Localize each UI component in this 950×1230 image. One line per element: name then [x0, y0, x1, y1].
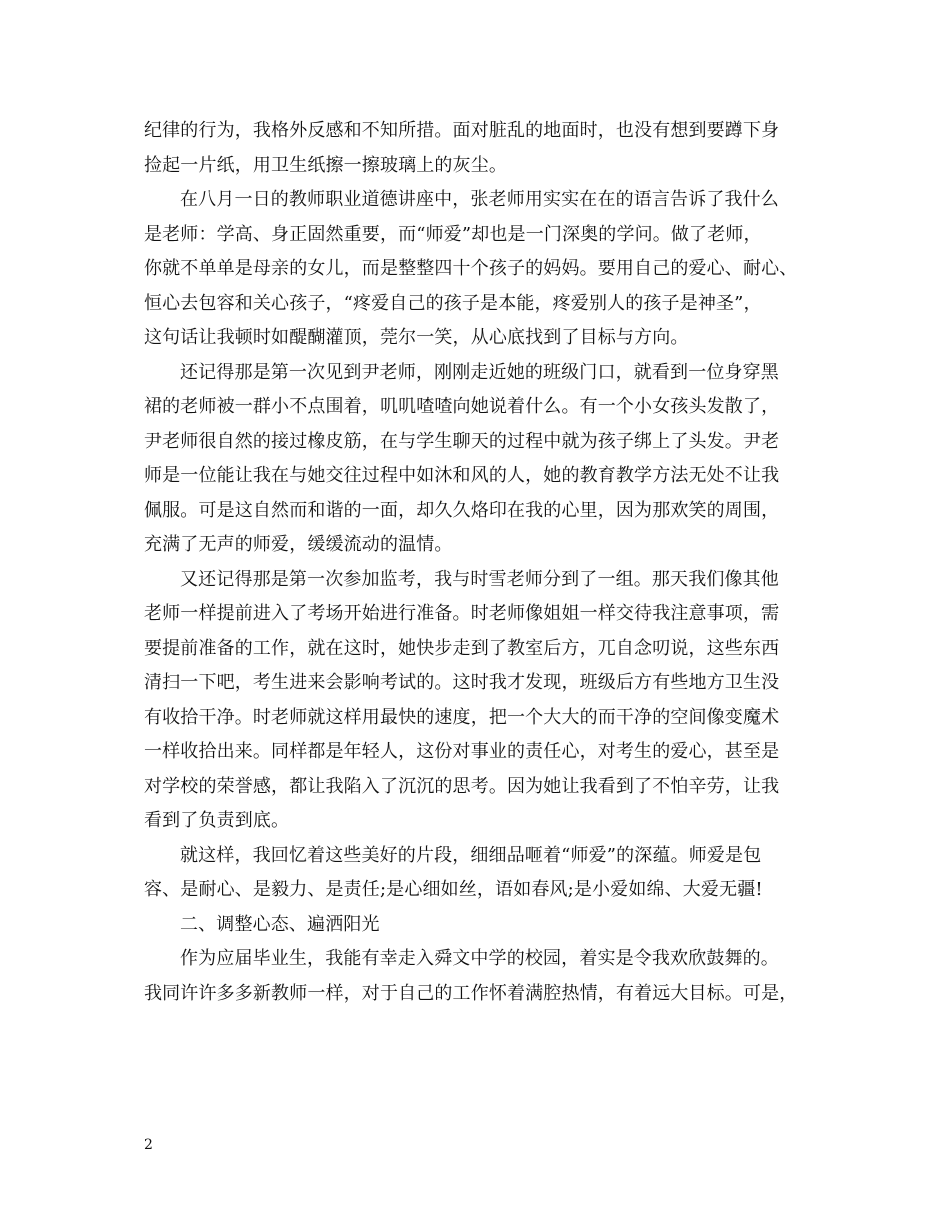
- text-line: 恒心去包容和关心孩子，“疼爱自己的孩子是本能，疼爱别人的孩子是神圣”，: [144, 292, 762, 314]
- text-line: 要提前准备的工作，就在这时，她快步走到了教室后方，兀自念叨说，这些东西: [144, 637, 780, 659]
- text-line: 我同许许多多新教师一样，对于自己的工作怀着满腔热情，有着远大目标。可是，: [144, 982, 798, 1004]
- text-line: 你就不单单是母亲的女儿，而是整整四十个孩子的妈妈。要用自己的爱心、耐心、: [144, 258, 798, 279]
- text-line: 这句话让我顿时如醍醐灌顶，莞尔一笑，从心底找到了目标与方向。: [144, 327, 689, 348]
- text-line: 捡起一片纸，用卫生纸擦一擦玻璃上的灰尘。: [144, 154, 507, 176]
- text-line: 容、是耐心、是毅力、是责任;是心细如丝，语如春风;是小爱如绵、大爱无疆!: [144, 879, 763, 900]
- text-line: 一样收拾出来。同样都是年轻人，这份对事业的责任心，对考生的爱心，甚至是: [144, 741, 780, 762]
- text-line: 二、调整心态、遍洒阳光: [180, 913, 380, 935]
- text-line: 尹老师很自然的接过橡皮筋，在与学生聊天的过程中就为孩子绑上了头发。尹老: [144, 430, 780, 452]
- text-line: 就这样，我回忆着这些美好的片段，细细品咂着“师爱”的深蕴。师爱是包: [180, 844, 762, 866]
- text-line: 纪律的行为，我格外反感和不知所措。面对脏乱的地面时，也没有想到要蹲下身: [144, 120, 780, 141]
- text-line: 还记得那是第一次见到尹老师，刚刚走近她的班级门口，就看到一位身穿黑: [180, 361, 779, 383]
- text-line: 充满了无声的师爱，缓缓流动的温情。: [144, 534, 453, 555]
- text-line: 是老师：学高、身正固然重要，而“师爱”却也是一门深奥的学问。做了老师，: [144, 223, 762, 245]
- text-line: 作为应届毕业生，我能有幸走入舜文中学的校园，着实是令我欢欣鼓舞的。: [180, 948, 779, 969]
- text-line: 在八月一日的教师职业道德讲座中，张老师用实实在在的语言告诉了我什么: [180, 189, 779, 210]
- text-line: 对学校的荣誉感，都让我陷入了沉沉的思考。因为她让我看到了不怕辛劳，让我: [144, 775, 780, 797]
- text-line: 师是一位能让我在与她交往过程中如沐和风的人，她的教育教学方法无处不让我: [144, 465, 780, 486]
- page-number: 2: [144, 1137, 153, 1153]
- text-line: 看到了负责到底。: [144, 810, 290, 831]
- text-line: 清扫一下吧，考生进来会影响考试的。这时我才发现，班级后方有些地方卫生没: [144, 672, 780, 693]
- text-line: 裙的老师被一群小不点围着，叽叽喳喳向她说着什么。有一个小女孩头发散了，: [144, 396, 780, 417]
- text-line: 佩服。可是这自然而和谐的一面，却久久烙印在我的心里，因为那欢笑的周围，: [144, 499, 780, 521]
- text-line: 又还记得那是第一次参加监考，我与时雪老师分到了一组。那天我们像其他: [180, 568, 779, 590]
- text-line: 老师一样提前进入了考场开始进行准备。时老师像姐姐一样交待我注意事项，需: [144, 603, 780, 624]
- text-line: 有收拾干净。时老师就这样用最快的速度，把一个大大的而干净的空间像变魔术: [144, 706, 780, 728]
- body-text: [144, 114, 804, 1011]
